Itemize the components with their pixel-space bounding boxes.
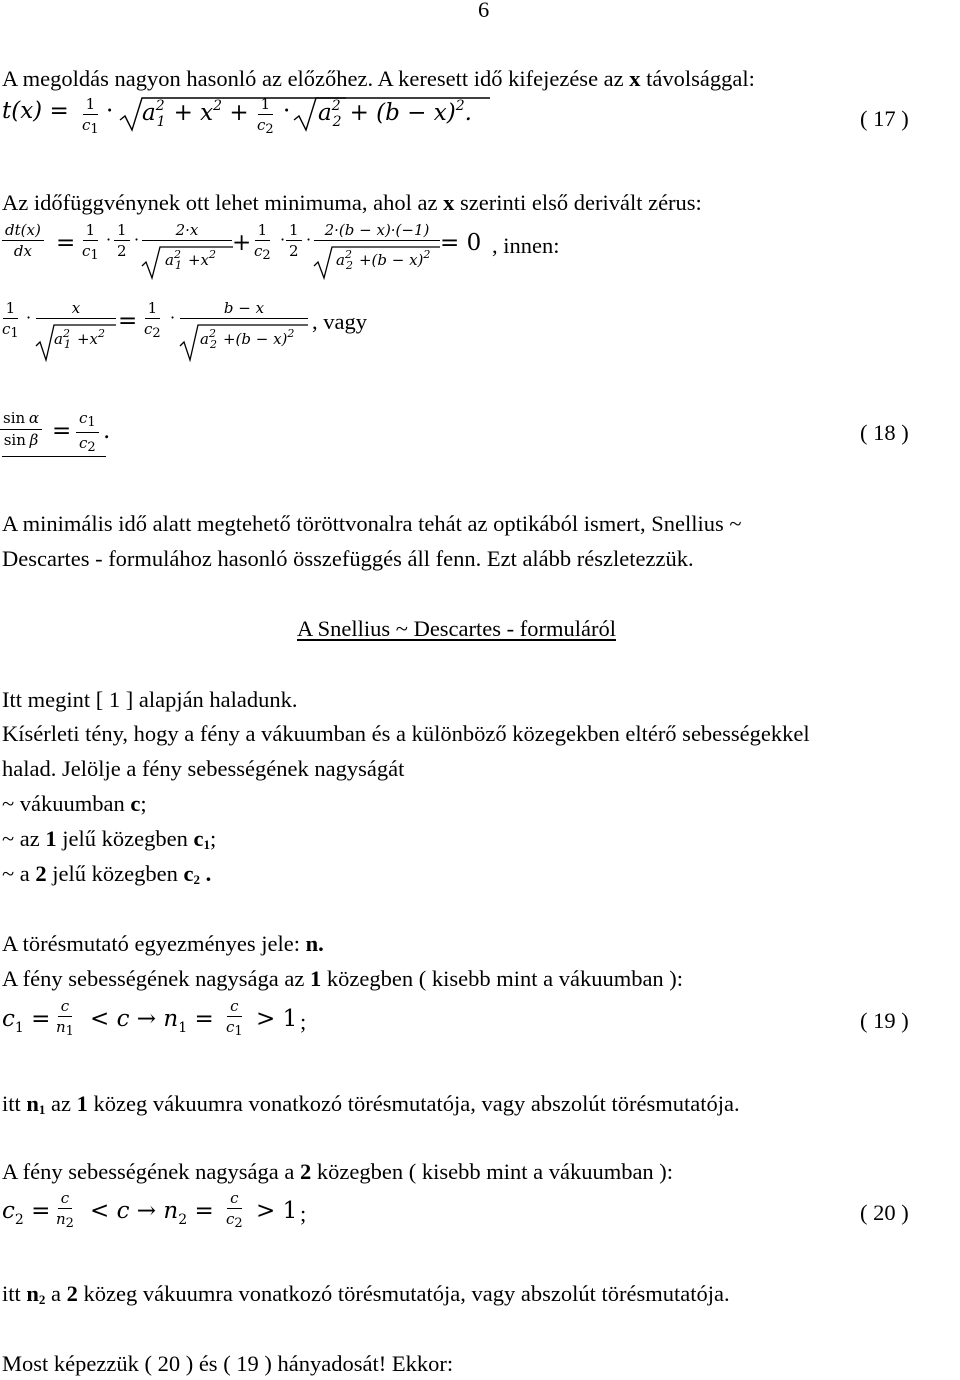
vagy-text: , vagy [312,309,367,334]
paragraph-experiment-1: Kísérleti tény, hogy a fény a vákuumban és a különböző közegekben eltérő sebességekkel [2,721,810,746]
eq19-label: ( 19 ) [860,1008,909,1033]
paragraph-speed-medium-1: A fény sebességének nagysága az 1 közegben ( kisebb mint a vákuumban ): [2,966,684,991]
equation-20: $c_2$ = $\frac{c}{n_2}$ < $c \to n_2$ = $\frac{c}{c_2}$ > 1 ; ( 20 ) [2,1189,909,1231]
section-title: A Snellius ~ Descartes - formuláról [297,616,616,641]
paragraph-derivative: Az időfüggvénynek ott lehet minimuma, ahol az x szerinti első derivált zérus: [2,190,702,215]
equation-equality: $\frac{1}{c_1}$ · x $a^2_1 +x^2$ = $\frac{1}{c_2}$ · b − x $a^2_2 +(b - x)^2$ , vagy [0,296,960,376]
paragraph-reference: Itt megint [ 1 ] alapján haladunk. [2,687,298,712]
paragraph-intro: A megoldás nagyon hasonló az előzőhez. A keresett idő kifejezése az x távolsággal: [2,66,755,91]
paragraph-n1-definition: itt $n_1$ az 1 közeg vákuumra vonatkozó törésmutatója, vagy abszolút törésmutatója. [2,1091,740,1117]
equation-17: t(x) = $\frac{1}{c_1}$ · $a^2_1 + x^2$ + $\frac{1}{c_2}$ · $a^2_2 + (b - x)^2$. ( 17 ) [2,95,909,137]
eq18-label: ( 18 ) [860,420,909,445]
paragraph-refractive-index: A törésmutató egyezményes jele: n. [2,931,324,956]
innen-text: , innen: [492,233,560,258]
equation-18: $\frac{\text{sin α}}{\text{sin β}}$ = $\frac{c_1}{c_2}$ . ( 18 ) [0,406,960,466]
list-item-medium-1: ~ az 1 jelű közegben $c_1$; [2,826,217,852]
equation-derivative: $\frac{dt(x)}{dx}$ = $\frac{1}{c_1}$ · $\frac{1}{2}$ · 2·x $a^2_1 +x^2$ + $\frac{1}{c_2}$ · $\frac{1}{2}$ · 2·(b − x)·(−1) $a^2_2 +(b - x)^2$ = 0 , innen: [0,218,960,288]
paragraph-speed-medium-2: A fény sebességének nagysága a 2 közegben ( kisebb mint a vákuumban ): [2,1159,674,1184]
list-item-medium-2: ~ a 2 jelű közegben $c_2$ . [2,861,212,887]
equation-19: $c_1$ = $\frac{c}{n_1}$ < $c \to n_1$ = $\frac{c}{c_1}$ > 1 ; ( 19 ) [2,997,909,1039]
paragraph-snellius-1: A minimális idő alatt megtehető töröttvonalra tehát az optikából ismert, Snellius ~ [2,511,742,536]
paragraph-snellius-2: Descartes - formulához hasonló összefüggés áll fenn. Ezt alább részletezzük. [2,546,694,571]
eq20-label: ( 20 ) [860,1200,909,1225]
list-item-vacuum: ~ vákuumban c; [2,791,147,816]
paragraph-n2-definition: itt $n_2$ a 2 közeg vákuumra vonatkozó törésmutatója, vagy abszolút törésmutatója. [2,1281,730,1307]
eq17-label: ( 17 ) [860,106,909,131]
page-number: 6 [478,0,490,22]
paragraph-ratio: Most képezzük ( 20 ) és ( 19 ) hányadosát! Ekkor: [2,1351,454,1376]
paragraph-experiment-2: halad. Jelölje a fény sebességének nagyságát [2,756,405,781]
